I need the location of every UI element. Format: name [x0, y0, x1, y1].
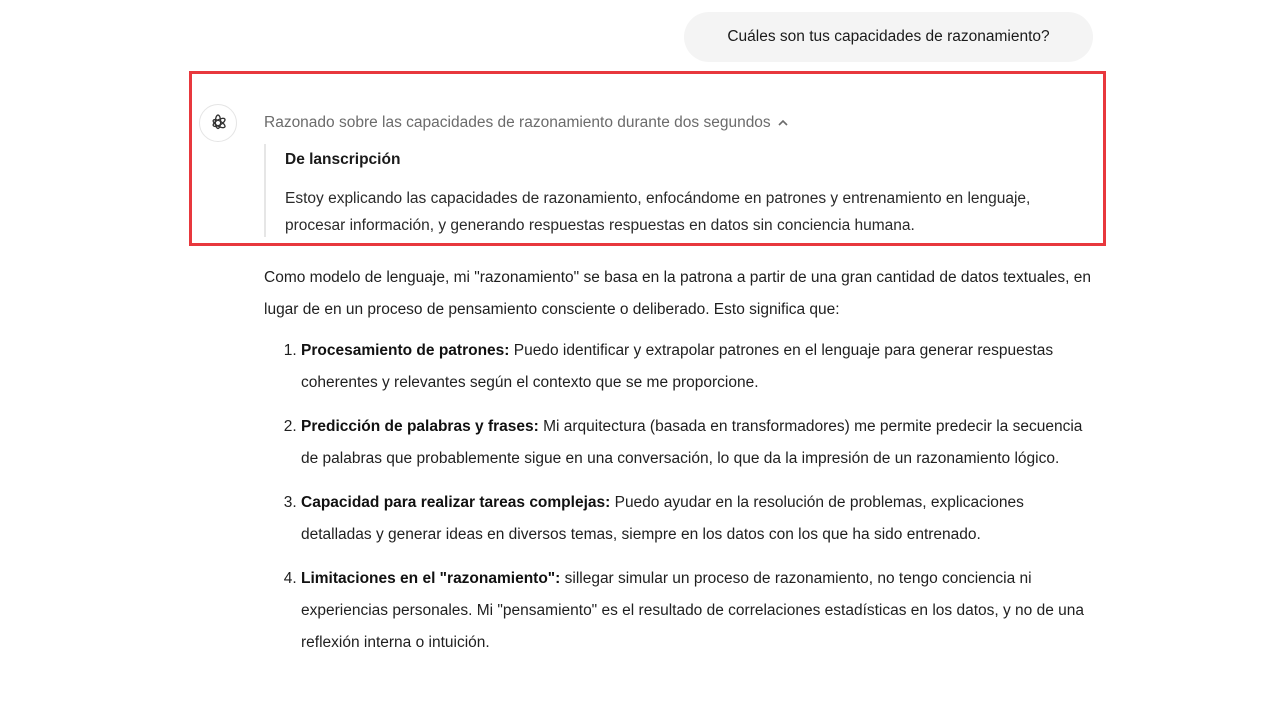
list-item [301, 563, 1094, 659]
list-item-title: Limitaciones en el "razonamiento": [301, 570, 561, 587]
reasoning-toggle[interactable] [264, 114, 789, 132]
assistant-response [264, 262, 1094, 671]
list-item-text: Puedo ayudar en la resolución de problemas, explicaciones detalladas y generar ideas en diversos temas, siempre en los datos con los que ha sido entrenado. [301, 494, 1024, 543]
reasoning-title: De lanscripción [285, 151, 401, 168]
list-item [301, 487, 1094, 551]
openai-logo-icon [208, 113, 228, 133]
list-item-text: sillegar simular un proceso de razonamiento, no tengo conciencia ni experiencias personales. Mi "pensamiento" es el resultado de correlaciones estadísticas en los datos, y no de una reflexión interna o intuición. [301, 570, 1085, 651]
reasoning-content [264, 144, 1084, 237]
chevron-up-icon [777, 117, 789, 129]
response-list [264, 335, 1094, 659]
list-item-text: Mi arquitectura (basada en transformadores) me permite predecir la secuencia de palabras que probablemente sigue en una conversación, lo que da la impresión de un razonamiento lógico. [301, 418, 1083, 467]
response-intro: Como modelo de lenguaje, mi "razonamiento" se basa en la patrona a partir de una gran cantidad de datos textuales, en lugar de en un proceso de pensamiento consciente o deliberado. Esto significa que: [264, 269, 1092, 318]
list-item-title: Procesamiento de patrones: [301, 342, 510, 359]
user-message-bubble [684, 12, 1093, 62]
list-item [301, 335, 1094, 399]
list-item-title: Capacidad para realizar tareas complejas: [301, 494, 611, 511]
reasoning-summary: Razonado sobre las capacidades de razonamiento durante dos segundos [264, 114, 771, 131]
reasoning-text: Estoy explicando las capacidades de razonamiento, enfocándome en patrones y entrenamiento en lenguaje, procesar información, y generando respuestas respuestas en datos sin conciencia humana. [285, 190, 1031, 234]
list-item-text: Puedo identificar y extrapolar patrones en el lenguaje para generar respuestas coherentes y relevantes según el contexto que se me proporcione. [301, 342, 1054, 391]
user-message-text: Cuáles son tus capacidades de razonamiento? [727, 28, 1050, 45]
list-item-title: Predicción de palabras y frases: [301, 418, 539, 435]
assistant-avatar [199, 104, 237, 142]
list-item [301, 411, 1094, 475]
